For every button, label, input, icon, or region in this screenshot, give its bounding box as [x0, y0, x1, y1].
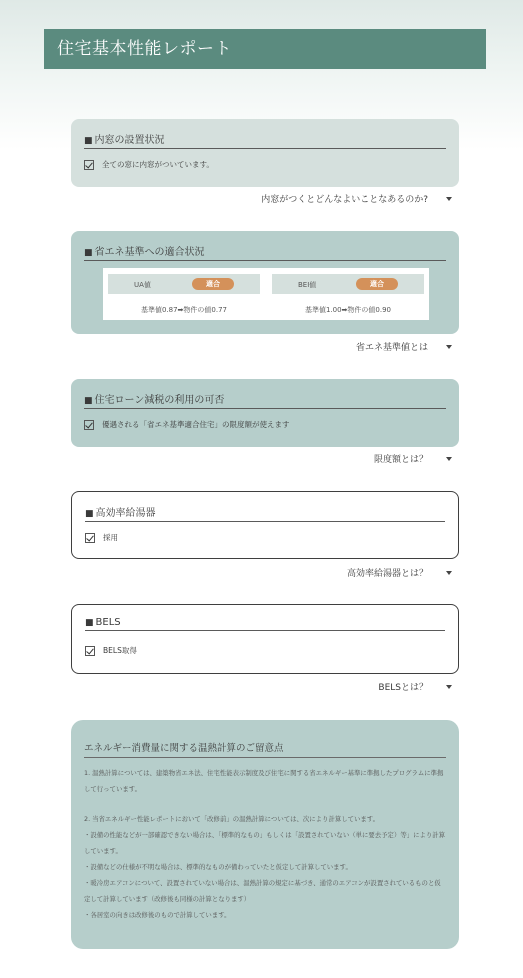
bels-title: ■ BELS: [85, 617, 445, 631]
water-heater-title: ■ 高効率給湯器: [85, 504, 445, 522]
water-heater-card: [71, 491, 459, 559]
checkbox-checked-icon: [85, 533, 95, 543]
ua-label: UA値: [134, 281, 151, 289]
chevron-down-icon: [446, 457, 452, 461]
water-heater-check: 採用: [85, 532, 118, 543]
bei-label: BEI値: [298, 281, 317, 289]
bels-link[interactable]: BELSとは？: [378, 680, 452, 693]
page-title: 住宅基本性能レポート: [44, 29, 486, 69]
bei-status-badge: 適合: [356, 278, 398, 290]
checkbox-checked-icon: [84, 420, 94, 430]
square-bullet-icon: ■: [84, 136, 93, 146]
notes-paragraph: 2. 当省エネルギー性能レポートにおいて「改修前」の温熱計算については、次により計算しています。: [84, 815, 380, 823]
square-bullet-icon: ■: [84, 396, 93, 406]
notes-paragraph: 1. 温熱計算については、建築物省エネ法、住宅性能表示制度及び住宅に関する省エネルギー基準に準拠したプログラムに準拠して行っています。: [84, 769, 444, 793]
notes-bullet: ・各居室の向きは改修後のもので計算しています。: [84, 911, 231, 919]
loan-check: 優遇される「省エネ基準適合住宅」の限度額が使えます: [84, 419, 290, 430]
notes-bullet: ・設備の性能などが一部確認できない場合は、「標準的なもの」もしくは「設置されていない（単に要去予定）等」により計算しています。: [84, 831, 446, 855]
loan-link[interactable]: 限度額とは？: [374, 452, 452, 465]
evaluation-box: [103, 268, 429, 320]
chevron-down-icon: [446, 571, 452, 575]
square-bullet-icon: ■: [84, 248, 93, 258]
energy-standard-card: [71, 231, 459, 334]
energy-standard-link[interactable]: 省エネ基準値とは: [356, 340, 452, 353]
chevron-down-icon: [446, 685, 452, 689]
ua-status-badge: 適合: [192, 278, 234, 290]
bei-cell: [272, 274, 424, 294]
bels-check: BELS取得: [85, 645, 137, 656]
inner-window-link[interactable]: 内窓がつくとどんなよいことなあるのか?: [261, 192, 452, 205]
square-bullet-icon: ■: [85, 618, 94, 628]
energy-standard-title: ■ 省エネ基準への適合状況: [84, 243, 446, 261]
checkbox-checked-icon: [85, 646, 95, 656]
notes-bullet: ・暖冷房エアコンについて、設置されていない場合は、温熱計算の規定に基づき、通常のエアコンが設置されているものと仮定して計算しています（改修後も同様の計算となります）: [84, 879, 441, 903]
chevron-down-icon: [446, 345, 452, 349]
inner-window-title: ■ 内窓の設置状況: [84, 131, 446, 149]
checkbox-checked-icon: [84, 160, 94, 170]
loan-title: ■ 住宅ローン減税の利用の可否: [84, 391, 446, 409]
inner-window-card: [71, 119, 459, 187]
ua-value: 基準値0.87➡物件の値0.77: [140, 306, 228, 314]
bei-value: 基準値1.00➡物件の値0.90: [304, 306, 392, 314]
calculation-notes-card: [71, 720, 459, 949]
chevron-down-icon: [446, 197, 452, 201]
loan-card: [71, 379, 459, 447]
water-heater-link[interactable]: 高効率給湯器とは？: [347, 566, 452, 579]
square-bullet-icon: ■: [85, 509, 94, 519]
ua-cell: [108, 274, 260, 294]
notes-body: [84, 765, 447, 923]
notes-title: エネルギー消費量に関する温熱計算のご留意点: [84, 740, 446, 758]
inner-window-check: 全ての窓に内窓がついています。: [84, 159, 214, 170]
notes-bullet: ・設備などの仕様が不明な場合は、標準的なものが備わっていたと仮定して計算しています。: [84, 863, 352, 871]
bels-card: [71, 604, 459, 674]
